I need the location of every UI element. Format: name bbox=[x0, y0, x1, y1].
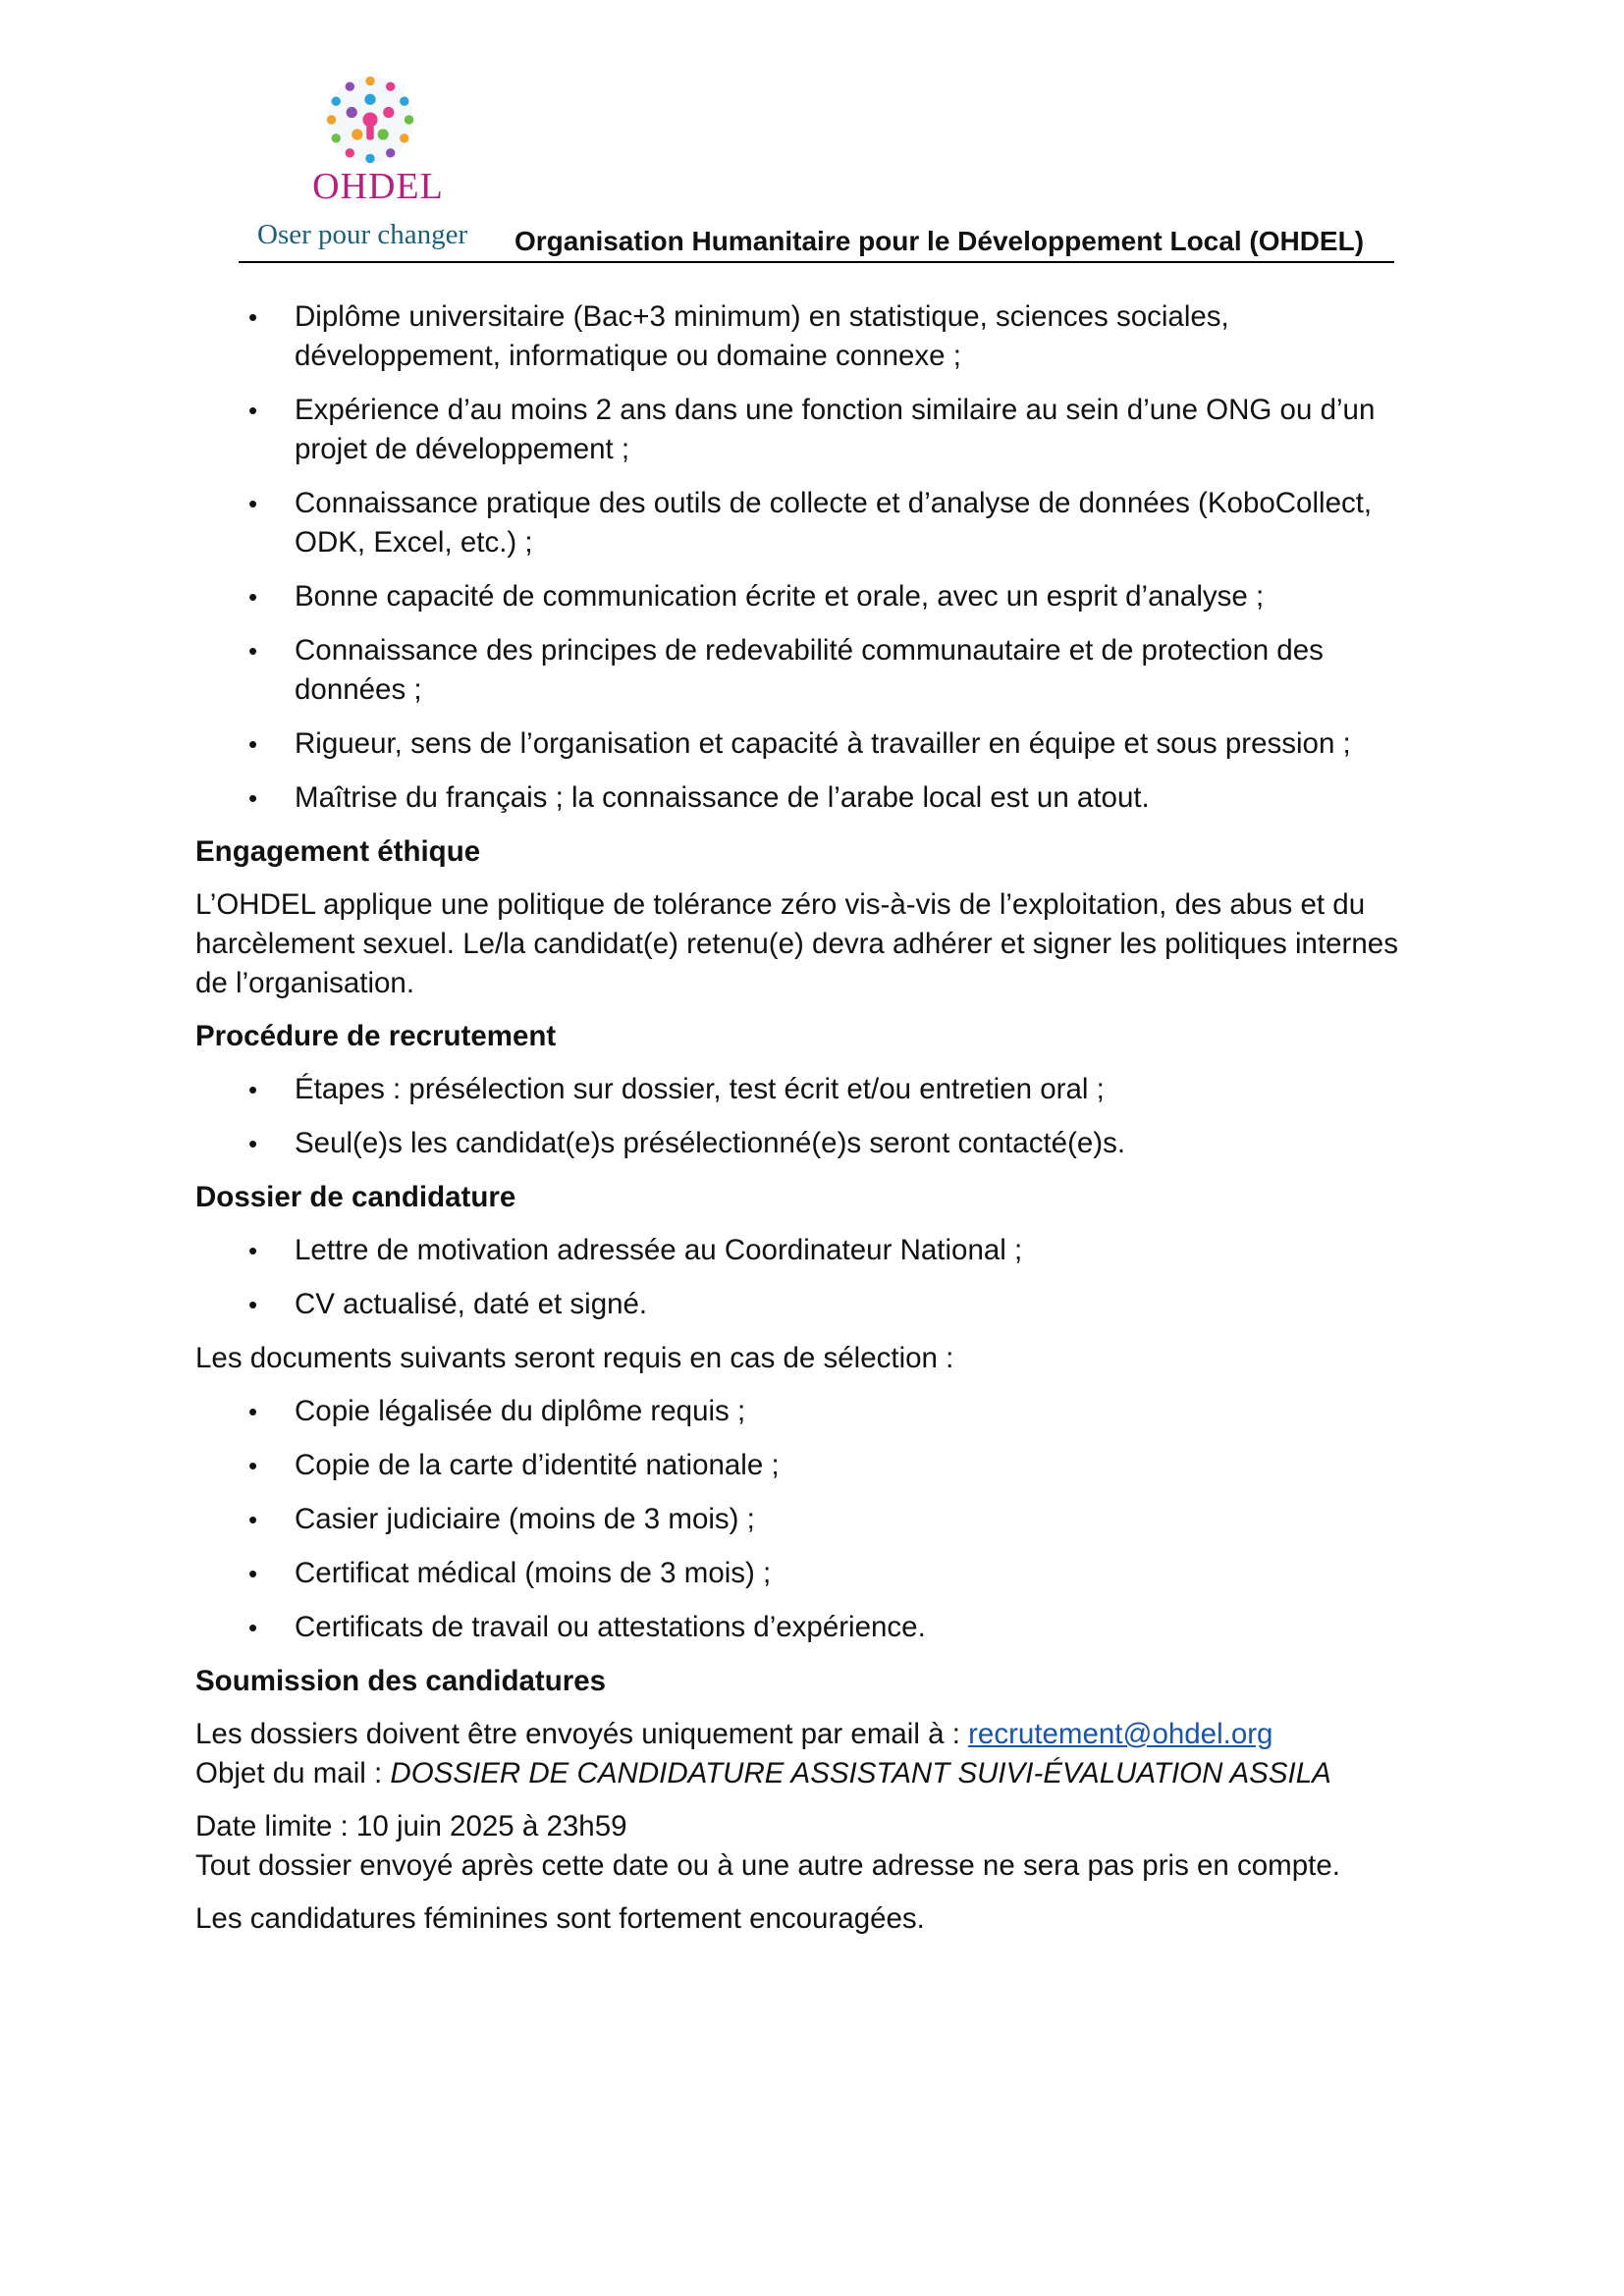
list-item: • Lettre de motivation adressée au Coordinateur National ; bbox=[195, 1231, 1433, 1270]
requirements-list bbox=[195, 297, 1433, 818]
list-item: • Diplôme universitaire (Bac+3 minimum) en statistique, sciences sociales, développement, informatique ou domaine connexe ; bbox=[195, 297, 1433, 376]
section-heading-submission: Soumission des candidatures bbox=[195, 1665, 607, 1697]
deadline-note: Tout dossier envoyé après cette date ou à une autre adresse ne sera pas pris en compte. bbox=[195, 1849, 1340, 1882]
list-item: • Maîtrise du français ; la connaissance de l’arabe local est un atout. bbox=[195, 778, 1433, 818]
procedure-list bbox=[195, 1070, 1433, 1163]
application-list bbox=[195, 1231, 1433, 1324]
section-heading-ethics: Engagement éthique bbox=[195, 835, 481, 868]
deadline: Date limite : 10 juin 2025 à 23h59 bbox=[195, 1810, 627, 1842]
list-item: • Étapes : présélection sur dossier, test écrit et/ou entretien oral ; bbox=[195, 1070, 1433, 1109]
list-item: • Bonne capacité de communication écrite et orale, avec un esprit d’analyse ; bbox=[195, 577, 1433, 616]
subject-value: DOSSIER DE CANDIDATURE ASSISTANT SUIVI-ÉVALUATION ASSILA bbox=[390, 1757, 1331, 1789]
list-item: • Copie légalisée du diplôme requis ; bbox=[195, 1392, 1433, 1431]
document-body bbox=[195, 297, 1433, 1952]
ohdel-logo bbox=[324, 74, 416, 166]
organization-name: Organisation Humanitaire pour le Développement Local (OHDEL) bbox=[514, 226, 1365, 256]
section-heading-application: Dossier de candidature bbox=[195, 1181, 516, 1213]
list-item: • Connaissance des principes de redevabilité communautaire et de protection des données ; bbox=[195, 631, 1433, 710]
list-item: • Seul(e)s les candidat(e)s présélectionné(e)s seront contacté(e)s. bbox=[195, 1124, 1433, 1163]
logo-wordmark: OHDEL bbox=[312, 166, 444, 207]
list-item: • Copie de la carte d’identité nationale ; bbox=[195, 1446, 1433, 1485]
section-heading-procedure: Procédure de recrutement bbox=[195, 1020, 557, 1052]
email-link[interactable]: recrutement@ohdel.org bbox=[968, 1718, 1273, 1750]
closing-note: Les candidatures féminines sont fortement encouragées. bbox=[195, 1902, 925, 1935]
list-item: • Certificats de travail ou attestations d’expérience. bbox=[195, 1608, 1433, 1647]
followup-documents-list bbox=[195, 1392, 1433, 1647]
followup-intro: Les documents suivants seront requis en cas de sélection : bbox=[195, 1342, 954, 1374]
subject-label: Objet du mail : bbox=[195, 1757, 391, 1789]
list-item: • Expérience d’au moins 2 ans dans une fonction similaire au sein d’une ONG ou d’un projet de développement ; bbox=[195, 391, 1433, 469]
list-item: • Casier judiciaire (moins de 3 mois) ; bbox=[195, 1500, 1433, 1539]
deadline-block bbox=[195, 1807, 1433, 1886]
list-item: • Connaissance pratique des outils de collecte et d’analyse de données (KoboCollect, ODK, Excel, etc.) ; bbox=[195, 484, 1433, 562]
list-item: • Certificat médical (moins de 3 mois) ; bbox=[195, 1554, 1433, 1593]
header-divider bbox=[239, 261, 1394, 263]
ethics-paragraph: L’OHDEL applique une politique de tolérance zéro vis-à-vis de l’exploitation, des abus et du harcèlement sexuel. Le/la candidat(e) retenu(e) devra adhérer et signer les politiques internes de l’organisation. bbox=[195, 888, 1398, 999]
email-intro: Les dossiers doivent être envoyés uniquement par email à : bbox=[195, 1718, 969, 1750]
list-item: • CV actualisé, daté et signé. bbox=[195, 1285, 1433, 1324]
logo-tagline: Oser pour changer bbox=[257, 219, 468, 250]
list-item: • Rigueur, sens de l’organisation et capacité à travailler en équipe et sous pression ; bbox=[195, 724, 1433, 764]
submission-details bbox=[195, 1715, 1433, 1793]
